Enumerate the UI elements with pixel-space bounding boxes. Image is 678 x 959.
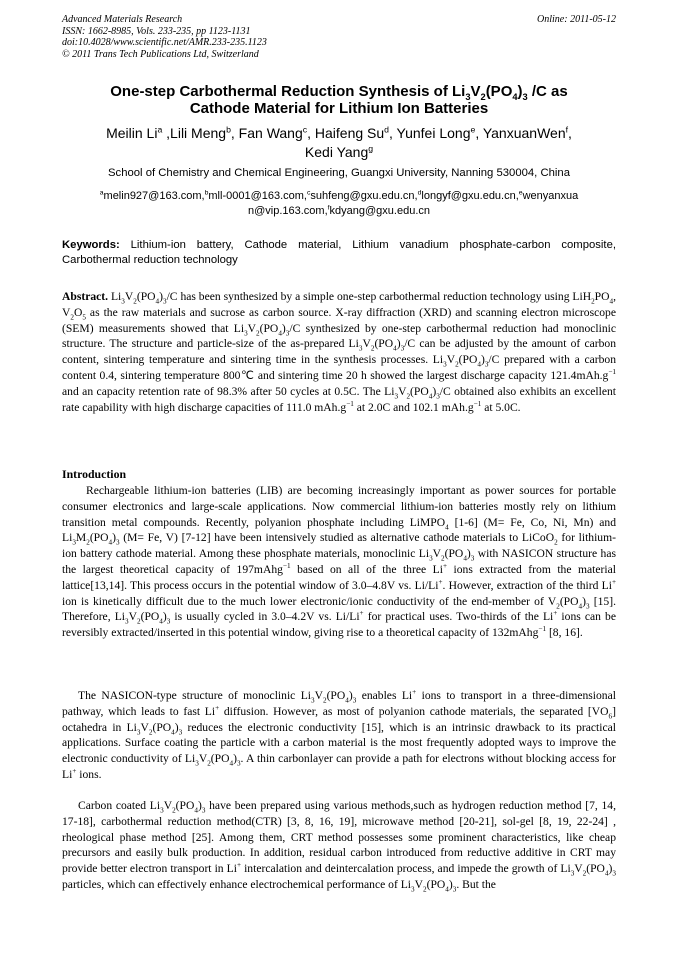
abstract-block [62,289,616,415]
journal-doi: doi:10.4028/www.scientific.net/AMR.233-235.1123 [62,37,267,48]
online-date: Online: 2011-05-12 [537,14,616,25]
journal-issn: ISSN: 1662-8985, Vols. 233-235, pp 1123-1131 [62,25,251,37]
journal-name: Advanced Materials Research [62,14,183,25]
affiliation: School of Chemistry and Chemical Engineering, Guangxi University, Nanning 530004, China [108,167,570,179]
keywords-label: Keywords: [62,239,120,251]
intro-paragraph-1: Rechargeable lithium-ion batteries (LIB) are becoming increasingly important as power sources for portable consumer electronics and large-scale applications. Now commercial lithium-ion batteries mostly rely on lithium transition metal compounds. Recently, polyanion phosphate including LiMPO$_4$ [1-6] (M= Fe, Co, Ni, Mn) and $Li_3M_2(PO_4)_3$ (M= Fe, V) [7-12] have been intensively studied as alternative cathode materials to LiCoO$_2$ for lithium-ion battery cathode material. Among these phosphate materials, monoclinic $Li_3V_2(PO_4)_3$ with NASICON structure has the largest theoretical capacity of 197mAhg$^{-1}$ based on all of the three Li+ ions extracted from the material lattice[13,14]. This process occurs in the potential window of 3.0–4.8V vs. Li/Li+. However, extraction of the third Li+ ion is kinetically difficult due to the much lower electronic/ionic conductivity of the end-member of $V_2(PO_4)_3$ [15]. Therefore, $Li_3V_2(PO_4)_3$ is usually cycled in 3.0–4.2V vs. Li/Li+ for practical uses. Two-thirds of the Li+ ions can be reversibly extracted/inserted in this potential window, giving rise to a theoretical capacity of 132mAhg$^{-1}$ [8, 16]. [62,484,617,640]
keywords-text: Lithium-ion battery, Cathode material, Lithium vanadium phosphate-carbon composite, Carbothermal reduction technology [62,239,616,266]
paper-title: One-step Carbothermal Reduction Synthesis of $Li_3V_2(PO_4)_3$ /C as Cathode Material for Lithium Ion Batteries [110,83,568,117]
author-emails: $^a$melin927@163.com,$^b$mll-0001@163.com,$^c$suhfeng@gxu.edu.cn,$^d$longyf@gxu.edu.cn,$^e$wenyanxua n@vip.163.com,$^f$kdyang@gxu.edu.cn [99,189,579,217]
intro-paragraph-2: The NASICON-type structure of monoclinic $Li_3V_2(PO_4)_3$ enables Li+ ions to transport in a three-dimensional pathway, which leads to fast Li+ diffusion. However, as most of polyanion cathode materials, the separated $[VO_6]$ octahedra in $Li_3V_2(PO_4)_3$ reduces the electronic conductivity [15], which is an intrinsic drawback to its practical applications. Surface coating the particle with a carbon material is the most frequently adopted ways to improve the electronic conductivity of $Li_3V_2(PO_4)_3$. A thin carbonlayer can provide a path for electrons without blocking access for Li+ ions. [62,688,616,781]
intro-paragraph-3: Carbon coated $Li_3V_2(PO_4)_3$ have been prepared using various methods,such as hydrogen reduction method [7, 14, 17-18], carbothermal reduction method(CTR) [3, 8, 16, 19], microwave method [20-21], sol-gel [8, 19, 22-24] , rheological phase method [25]. Among them, CRT method possesses some prominent characteristics, like cheap precursors and easily bulk production. In addition, residual carbon introduced from reductive additive in CRT may provide better electron transport in Li+ intercalation and deintercalation process, and impede the growth of $Li_3V_2(PO_4)_3$ particles, which can effectively enhance electrochemical performance of $Li_3V_2(PO_4)_3$. But the [62,799,616,894]
author-list: Meilin Li$^a$ ,Lili Meng$^b$, Fan Wang$^c$, Haifeng Su$^d$, Yunfei Long$^e$, YanxuanWen$^f$, Kedi Yang$^g$ [106,124,572,160]
section-heading-introduction: Introduction [62,467,127,481]
journal-header [62,14,267,60]
keywords-block [62,238,616,268]
abstract-label: Abstract. [62,290,109,303]
abstract-text: $Li_3V_2(PO_4)_3/C$ has been synthesized by a simple one-step carbothermal reduction technology using $LiH_2PO_4$, $V_2O_5$ as the raw materials and sucrose as carbon source. X-ray diffraction (XRD) and scanning electron microscope (SEM) measurements showed that $Li_3V_2(PO_4)_3/C$ synthesized by one-step carbothermal reduction had monoclinic structure. The structure and particle-size of the as-prepared $Li_3V_2(PO_4)_3/C$ can be adjusted by the amount of carbon content, sintering temperature and sintering time in the synthesis processes. $Li_3V_2(PO_4)_3/C$ prepared with a carbon content 0.4, sintering temperature 800℃ and sintering time 20 h showed the largest discharge capacity $121.4mAh.g^{-1}$ and an capacity retention rate of 98.3% after 50 cycles at 0.5C. The $Li_3V_2(PO_4)_3/C$ obtained also exhibits an excellent rate capability with high discharge capacities of 111.0 $mAh.g^{-1}$ at 2.0C and 102.1 $mAh.g^{-1}$ at 5.0C. [62,290,616,414]
journal-copyright: © 2011 Trans Tech Publications Ltd, Switzerland [62,48,259,60]
